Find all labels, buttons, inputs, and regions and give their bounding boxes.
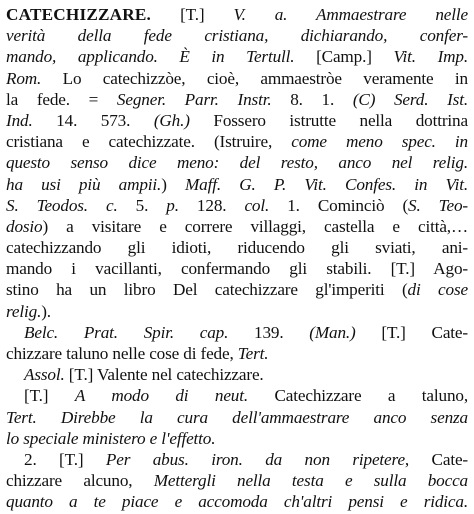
text-run: 139. bbox=[228, 322, 310, 342]
text-run: cristiana e catechizzate. (Istruire, bbox=[6, 132, 292, 152]
italic-text: col. bbox=[244, 195, 270, 215]
text-run: 1. Cominciò ( bbox=[269, 195, 409, 215]
text-run: mando i vacillanti, confermando gli stabili. [T.] Ago- bbox=[6, 259, 468, 279]
italic-text: Tert. Direbbe la cura dell'ammaestrare anco senza bbox=[6, 407, 468, 427]
italic-text: Segner. Parr. Instr. bbox=[116, 89, 272, 109]
italic-text: (C) Serd. Ist. bbox=[352, 89, 468, 109]
entry-line bbox=[6, 152, 468, 173]
italic-text: (Gh.) bbox=[153, 110, 190, 130]
entry-line bbox=[6, 195, 468, 216]
text-run: Catechizzare a taluno, bbox=[248, 386, 468, 406]
entry-line bbox=[6, 385, 468, 406]
entry-line bbox=[6, 4, 468, 25]
text-run: Lo catechizzòe, cioè, ammaestròe veramente in bbox=[41, 68, 468, 88]
entry-line bbox=[6, 428, 468, 449]
italic-text: quanto a te piace e accomoda ch'altri pensi e ridica. bbox=[6, 492, 468, 512]
entry-line bbox=[6, 110, 468, 131]
text-run: ). bbox=[41, 301, 51, 321]
entry-line bbox=[6, 407, 468, 428]
entry-line bbox=[6, 279, 468, 300]
italic-text: Mettergli nella testa e sulla bocca bbox=[153, 471, 468, 491]
italic-text: ha usi più ampii. bbox=[6, 174, 162, 194]
entry-line bbox=[6, 301, 468, 322]
italic-text: mando, applicando. È in Tertull. bbox=[6, 47, 295, 67]
text-run: , Cate- bbox=[404, 449, 468, 469]
italic-text: verità della fede cristiana, dichiarando, confer- bbox=[6, 26, 468, 46]
italic-text: Vit. Imp. bbox=[393, 47, 468, 67]
entry-line bbox=[6, 343, 468, 364]
text-run: [T.] Cate- bbox=[355, 322, 468, 342]
text-run: 14. 573. bbox=[32, 110, 154, 130]
text-run: la fede. = bbox=[6, 89, 117, 109]
italic-text: lo speciale ministero e l'effetto. bbox=[6, 428, 216, 448]
italic-text: questo senso dice meno: del resto, anco nel relig. bbox=[6, 153, 468, 173]
text-run: [Camp.] bbox=[294, 47, 394, 67]
entry-line bbox=[6, 491, 468, 512]
entry-line bbox=[6, 174, 468, 195]
entry-line bbox=[6, 258, 468, 279]
entry-line bbox=[6, 322, 468, 343]
italic-text: A modo di neut. bbox=[74, 386, 249, 406]
entry-line bbox=[6, 89, 468, 110]
entry-line bbox=[6, 25, 468, 46]
italic-text: Tert. bbox=[237, 344, 269, 363]
text-run: Fossero istrutte nella dottrina bbox=[189, 110, 468, 130]
text-run: 5. bbox=[117, 195, 167, 215]
italic-text: (Man.) bbox=[309, 322, 356, 342]
italic-text: Assol. bbox=[24, 365, 65, 385]
entry-line bbox=[6, 46, 468, 67]
italic-text: dosio bbox=[6, 216, 43, 236]
entry-line bbox=[6, 237, 468, 258]
text-run: chizzare alcuno, bbox=[6, 471, 154, 491]
italic-text: Rom. bbox=[6, 68, 42, 88]
text-run: ) bbox=[161, 174, 185, 194]
text-run: 2. [T.] bbox=[24, 449, 106, 469]
dictionary-entry-catechizzare bbox=[6, 4, 468, 513]
italic-text: V. a. Ammaestrare nelle bbox=[233, 5, 468, 24]
entry-line bbox=[6, 68, 468, 89]
text-run: chizzare taluno nelle cose di fede, bbox=[6, 344, 238, 363]
italic-text: Maff. G. P. Vit. Confes. in Vit. bbox=[185, 174, 468, 194]
text-run: [T.] bbox=[151, 5, 234, 24]
italic-text: Belc. Prat. Spir. cap. bbox=[24, 322, 229, 342]
italic-text: di cose bbox=[407, 280, 468, 300]
text-run: stino ha un libro Del catechizzare gl'imperiti ( bbox=[6, 280, 408, 300]
italic-text: Ind. bbox=[6, 110, 33, 130]
italic-text: come meno spec. in bbox=[291, 132, 468, 152]
text-run: [T.] bbox=[24, 386, 75, 406]
text-run: catechizzando gli idioti, riducendo gli sviati, ani- bbox=[6, 238, 468, 258]
italic-text: S. Teodos. c. bbox=[6, 195, 118, 215]
italic-text: relig. bbox=[6, 301, 42, 321]
entry-line bbox=[6, 131, 468, 152]
entry-line bbox=[6, 364, 468, 385]
text-run: 128. bbox=[178, 195, 245, 215]
text-run: 8. 1. bbox=[271, 89, 353, 109]
italic-text: Per abus. iron. da non ripetere bbox=[105, 449, 405, 469]
entry-line bbox=[6, 216, 468, 237]
entry-line bbox=[6, 449, 468, 470]
italic-text: p. bbox=[166, 195, 179, 215]
text-run: [T.] Valente nel catechizzare. bbox=[64, 365, 264, 385]
headword: CATECHIZZARE. bbox=[6, 5, 152, 24]
entry-line bbox=[6, 470, 468, 491]
text-run: ) a visitare e correre villaggi, castella e città,… bbox=[42, 216, 468, 236]
italic-text: S. Teo- bbox=[408, 195, 468, 215]
